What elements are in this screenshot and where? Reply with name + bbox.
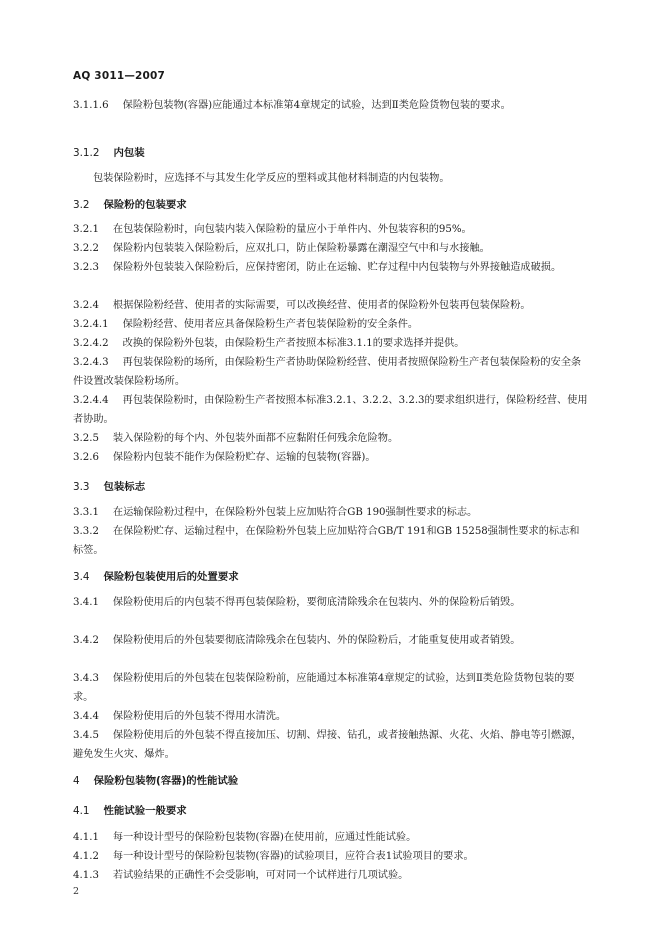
clause-text: 保险粉内包装不能作为保险粉贮存、运输的包装物(容器)。 bbox=[112, 452, 376, 463]
clause-4-1-3 bbox=[73, 866, 589, 885]
standard-code: AQ 3011—2007 bbox=[73, 70, 166, 82]
heading-3-2 bbox=[73, 196, 589, 215]
clause-number: 3.4.4 bbox=[73, 711, 99, 722]
page-number: 2 bbox=[73, 886, 80, 897]
clause-3-4-4 bbox=[73, 707, 589, 726]
heading-number: 4 bbox=[73, 775, 80, 787]
clause-text: 保险粉外包装装入保险粉后，应保持密闭，防止在运输、贮存过程中内包装物与外界接触造成破损。 bbox=[112, 262, 562, 273]
clause-text: 保险粉使用后的外包装在包装保险粉前，应能通过本标准第4章规定的试验，达到Ⅱ类危险货物包装的要求。 bbox=[73, 673, 575, 703]
clause-3-2-4 bbox=[73, 296, 589, 315]
clause-3-2-4-1 bbox=[73, 315, 589, 334]
clause-text: 每一种设计型号的保险粉包装物(容器)在使用前，应通过性能试验。 bbox=[112, 832, 417, 843]
clause-text: 在运输保险粉过程中，在保险粉外包装上应加贴符合GB 190强制性要求的标志。 bbox=[112, 507, 478, 518]
clause-3-2-3 bbox=[73, 258, 589, 277]
clause-number: 3.2.4.1 bbox=[73, 319, 109, 330]
clause-3-2-2 bbox=[73, 239, 589, 258]
clause-text: 保险粉包装物(容器)应能通过本标准第4章规定的试验，达到Ⅱ类危险货物包装的要求。 bbox=[122, 100, 511, 111]
heading-number: 3.3 bbox=[73, 481, 90, 493]
clause-number: 3.2.1 bbox=[73, 224, 99, 235]
clause-text: 改换的保险粉外包装，由保险粉生产者按照本标准3.1.1的要求选择并提供。 bbox=[122, 338, 465, 349]
clause-number: 3.2.6 bbox=[73, 452, 99, 463]
clause-number: 3.2.2 bbox=[73, 243, 99, 254]
clause-text: 根据保险粉经营、使用者的实际需要，可以改换经营、使用者的保险粉外包装再包装保险粉。 bbox=[112, 300, 531, 311]
clause-3-2-4-2 bbox=[73, 334, 589, 353]
clause-text: 若试验结果的正确性不会受影响，可对同一个试样进行几项试验。 bbox=[112, 870, 409, 881]
clause-text: 在包装保险粉时，向包装内装入保险粉的量应小于单件内、外包装容积的95%。 bbox=[112, 224, 472, 235]
clause-text: 保险粉经营、使用者应具备保险粉生产者包装保险粉的安全条件。 bbox=[122, 319, 419, 330]
heading-4-1 bbox=[73, 802, 589, 821]
clause-3-2-6 bbox=[73, 448, 589, 467]
clause-text: 装入保险粉的每个内、外包装外面都不应黏附任何残余危险物。 bbox=[112, 433, 399, 444]
clause-number: 4.1.1 bbox=[73, 832, 99, 843]
paragraph-text: 包装保险粉时，应选择不与其发生化学反应的塑料或其他材料制造的内包装物。 bbox=[93, 173, 450, 184]
clause-text: 保险粉使用后的内包装不得再包装保险粉，要彻底清除残余在包装内、外的保险粉后销毁。 bbox=[112, 597, 521, 608]
clause-number: 3.2.4.2 bbox=[73, 338, 109, 349]
heading-title: 包装标志 bbox=[103, 481, 146, 493]
clause-text: 保险粉使用后的外包装要彻底清除残余在包装内、外的保险粉后，才能重复使用或者销毁。 bbox=[112, 635, 521, 646]
clause-4-1-2 bbox=[73, 847, 589, 866]
clause-number: 3.2.4.4 bbox=[73, 395, 109, 406]
clause-number: 3.1.1.6 bbox=[73, 100, 109, 111]
clause-text: 再包装保险粉的场所，由保险粉生产者协助保险粉经营、使用者按照保险粉生产者包装保险粉的安全条件设置改装保险粉场所。 bbox=[73, 357, 582, 387]
clause-text: 在保险粉贮存、运输过程中，在保险粉外包装上应加贴符合GB/T 191和GB 15258强制性要求的标志和标签。 bbox=[73, 526, 580, 556]
clause-number: 4.1.3 bbox=[73, 870, 99, 881]
heading-number: 3.2 bbox=[73, 199, 90, 211]
heading-4 bbox=[73, 772, 589, 791]
clause-3-2-4-4 bbox=[73, 391, 589, 429]
clause-number: 4.1.2 bbox=[73, 851, 99, 862]
clause-number: 3.3.1 bbox=[73, 507, 99, 518]
clause-number: 3.4.3 bbox=[73, 673, 99, 684]
clause-3-3-1 bbox=[73, 503, 589, 522]
clause-number: 3.2.5 bbox=[73, 433, 99, 444]
clause-3-4-1 bbox=[73, 593, 589, 612]
clause-text: 保险粉使用后的外包装不得用水清洗。 bbox=[112, 711, 287, 722]
clause-3-2-5 bbox=[73, 429, 589, 448]
clause-3-4-5 bbox=[73, 726, 589, 764]
clause-3-2-4-3 bbox=[73, 353, 589, 391]
clause-3-3-2 bbox=[73, 522, 589, 560]
clause-4-1-1 bbox=[73, 828, 589, 847]
clause-3-2-1 bbox=[73, 220, 589, 239]
heading-number: 4.1 bbox=[73, 805, 90, 817]
paragraph-inner-packaging bbox=[73, 169, 589, 188]
heading-title: 内包装 bbox=[113, 147, 145, 159]
heading-title: 保险粉的包装要求 bbox=[103, 199, 187, 211]
heading-3-1-2 bbox=[73, 144, 589, 163]
clause-number: 3.3.2 bbox=[73, 526, 99, 537]
heading-number: 3.1.2 bbox=[73, 147, 100, 159]
clause-number: 3.4.5 bbox=[73, 730, 99, 741]
clause-number: 3.4.1 bbox=[73, 597, 99, 608]
heading-3-3 bbox=[73, 478, 589, 497]
clause-number: 3.2.4.3 bbox=[73, 357, 109, 368]
clause-3-1-1-6 bbox=[73, 96, 589, 115]
clause-3-4-2 bbox=[73, 631, 589, 650]
clause-number: 3.4.2 bbox=[73, 635, 99, 646]
clause-number: 3.2.3 bbox=[73, 262, 99, 273]
clause-text: 每一种设计型号的保险粉包装物(容器)的试验项目，应符合表1试验项目的要求。 bbox=[112, 851, 474, 862]
heading-title: 保险粉包装物(容器)的性能试验 bbox=[93, 775, 239, 787]
heading-number: 3.4 bbox=[73, 571, 90, 583]
heading-title: 保险粉包装使用后的处置要求 bbox=[103, 571, 239, 583]
heading-3-4 bbox=[73, 568, 589, 587]
clause-text: 再包装保险粉时，由保险粉生产者按照本标准3.2.1、3.2.2、3.2.3的要求组织进行，保险粉经营、使用者协助。 bbox=[73, 395, 588, 425]
clause-text: 保险粉内包装装入保险粉后，应双扎口，防止保险粉暴露在潮湿空气中和与水接触。 bbox=[112, 243, 490, 254]
clause-text: 保险粉使用后的外包装不得直接加压、切割、焊接、钻孔，或者接触热源、火花、火焰、静电等引燃源，避免发生火灾、爆炸。 bbox=[73, 730, 582, 760]
clause-number: 3.2.4 bbox=[73, 300, 99, 311]
heading-title: 性能试验一般要求 bbox=[103, 805, 187, 817]
clause-3-4-3 bbox=[73, 669, 589, 707]
